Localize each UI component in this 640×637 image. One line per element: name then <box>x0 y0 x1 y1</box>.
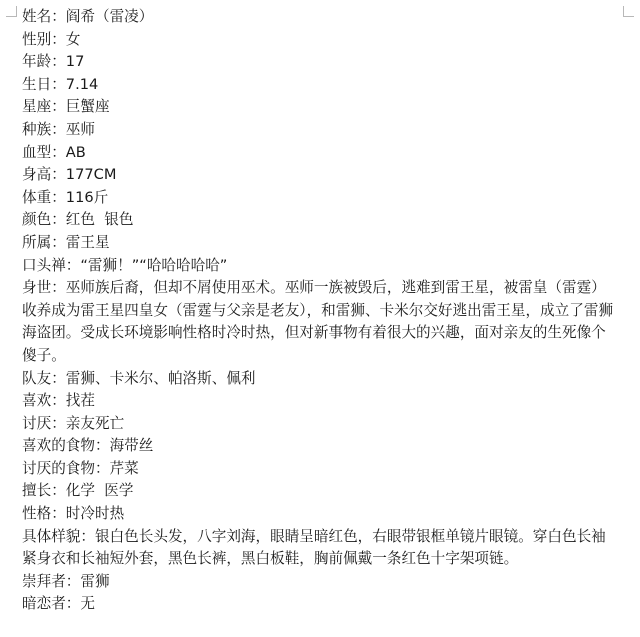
name-line: 姓名：阎希（雷凌） <box>22 8 154 25</box>
skills-line: 擅长：化学 医学 <box>22 482 134 500</box>
likes-line: 喜欢：找茬 <box>22 392 95 410</box>
colors-line: 颜色：红色 银色 <box>22 211 134 229</box>
favorite-food-line: 喜欢的食物：海带丝 <box>22 437 154 455</box>
admirer-line: 崇拜者：雷狮 <box>22 572 110 590</box>
catchphrase-line: 口头禅：“雷狮！”“哈哈哈哈哈” <box>22 256 228 274</box>
weight-line: 体重：116斤 <box>22 188 109 206</box>
race-line: 种族：巫师 <box>22 120 95 138</box>
age-line: 年龄：17 <box>22 53 85 71</box>
height-line: 身高：177CM <box>22 166 117 184</box>
secret-admirer-line: 暗恋者：无 <box>22 595 95 613</box>
affiliation-line: 所属：雷王星 <box>22 233 110 251</box>
character-profile-document <box>22 6 614 616</box>
dislikes-line: 讨厌：亲友死亡 <box>22 414 125 432</box>
birthday-line: 生日：7.14 <box>22 75 99 93</box>
corner-crop-mark-left <box>6 6 17 17</box>
disliked-food-line: 讨厌的食物：芹菜 <box>22 459 139 477</box>
corner-crop-mark-right <box>623 6 634 17</box>
gender-line: 性别：女 <box>22 30 81 48</box>
teammates-line: 队友：雷狮、卡米尔、帕洛斯、佩利 <box>22 369 256 387</box>
background-paragraph: 身世：巫师族后裔，但却不屑使用巫术。巫师一族被毁后，逃难到雷王星，被雷皇（雷霆）收养成为雷王星四皇女（雷霆与父亲是老友），和雷狮、卡米尔交好逃出雷王星，成立了雷狮海盗团。受成长环境影响性格时冷时热，但对新事物有着很大的兴趣，面对亲友的生死像个傻子。 <box>22 279 614 364</box>
blood-type-line: 血型：AB <box>22 143 86 161</box>
appearance-paragraph: 具体样貌：银白色长头发，八字刘海，眼睛呈暗红色，右眼带银框单镜片眼镜。穿白色长袖紧身衣和长袖短外套，黑色长裤，黑白板鞋，胸前佩戴一条红色十字架项链。 <box>22 527 606 568</box>
personality-line: 性格：时冷时热 <box>22 505 125 523</box>
zodiac-line: 星座：巨蟹座 <box>22 98 110 116</box>
